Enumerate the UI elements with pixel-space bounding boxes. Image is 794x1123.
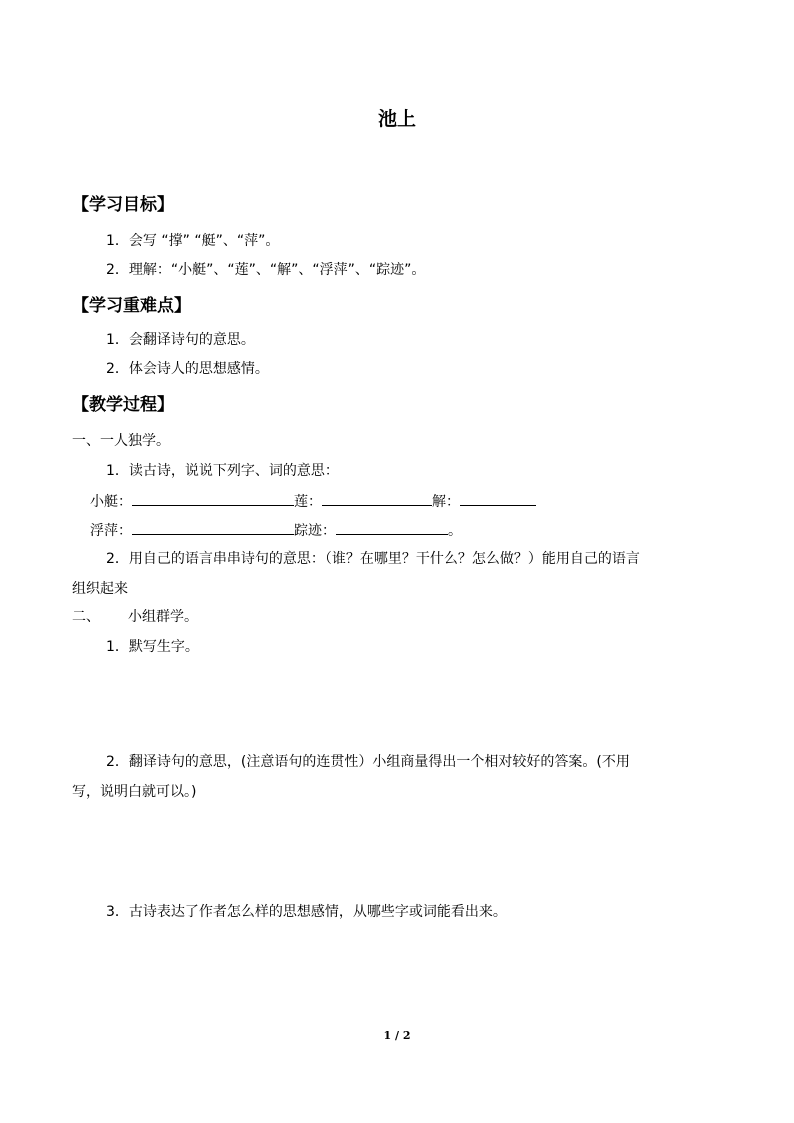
part2-title: 小组群学。 [128,609,198,625]
part1-question-2-line2: 组织起来 [72,581,128,597]
page-number: 1 / 2 [383,1029,411,1042]
fill-label-fuping: 浮萍： [90,523,132,539]
section-heading-goals: 【学习目标】 [72,195,174,215]
part1-title: 一、一人独学。 [72,433,170,449]
key-point-item-2: 2．体会诗人的思想感情。 [106,361,269,377]
blank-zongji[interactable] [336,520,448,535]
part1-question-2-line1: 2．用自己的语言串串诗句的意思：（谁？在哪里？干什么？怎么做？）能用自己的语言 [106,551,640,567]
key-point-item-1: 1．会翻译诗句的意思。 [106,332,255,348]
blank-fuping[interactable] [132,520,294,535]
part1-question-1: 1．读古诗，说说下列字、词的意思： [106,463,339,479]
part2-question-3: 3．古诗表达了作者怎么样的思想感情，从哪些字或词能看出来。 [106,904,507,920]
blank-jie[interactable] [460,491,536,506]
fill-label-zongji: 踪迹： [294,523,336,539]
fill-row-1 [90,491,536,511]
blank-xiaoting[interactable] [132,491,294,506]
fill-row-2-end: 。 [448,523,462,539]
part2-number: 二、 [72,609,100,625]
page-title: 池上 [377,108,416,130]
fill-label-jie: 解： [432,494,460,510]
blank-lian[interactable] [322,491,432,506]
part2-question-2-line2: 写，说明白就可以。) [72,784,197,800]
fill-label-xiaoting: 小艇： [90,494,132,510]
section-heading-process: 【教学过程】 [72,395,174,415]
fill-row-2 [90,520,462,540]
fill-label-lian: 莲： [294,494,322,510]
goal-item-2: 2．理解：“小艇”、“莲”、“解”、“浮萍”、“踪迹”。 [106,262,426,278]
goal-item-1: 1．会写 “撑” “艇”、“萍”。 [106,233,280,249]
part2-question-1: 1．默写生字。 [106,639,199,655]
part2-question-2-line1: 2．翻译诗句的意思，(注意语句的连贯性）小组商量得出一个相对较好的答案。(不用 [106,754,630,770]
section-heading-key-points: 【学习重难点】 [72,296,191,316]
